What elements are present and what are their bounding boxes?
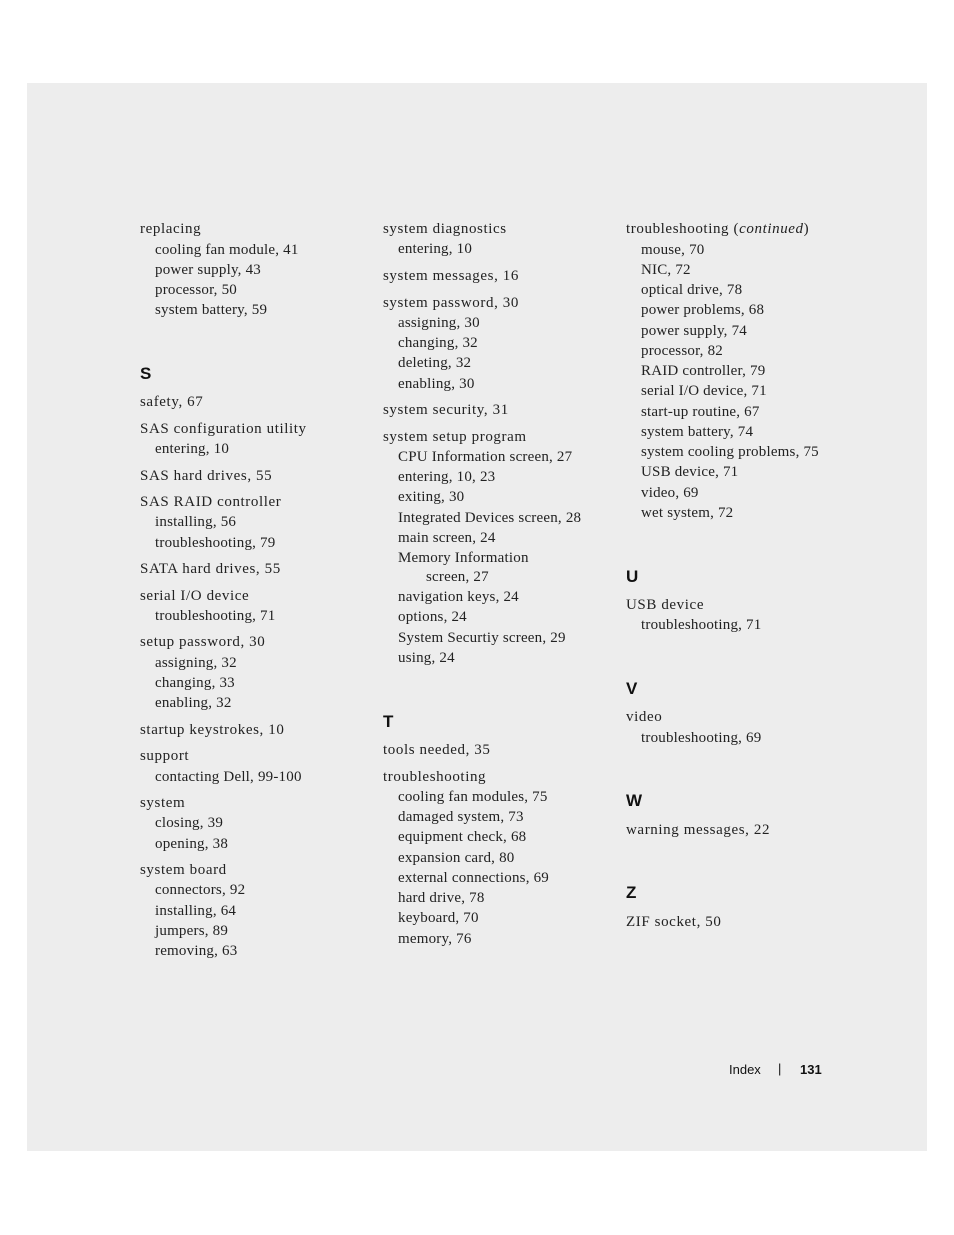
index-subentry: wet system, 72 — [641, 505, 734, 521]
index-subentry: troubleshooting, 71 — [155, 608, 276, 624]
index-entry-serial-io: serial I/O device — [140, 588, 250, 604]
index-subentry: keyboard, 70 — [398, 910, 479, 926]
index-subentry: optical drive, 78 — [641, 282, 743, 298]
index-entry-startup-keystrokes: startup keystrokes, 10 — [140, 722, 285, 738]
section-letter-z: Z — [626, 883, 637, 902]
index-subentry: deleting, 32 — [398, 355, 472, 371]
index-subentry: Memory Information — [398, 550, 529, 566]
index-entry-troubleshooting-continued — [626, 219, 809, 239]
index-entry-usb-device: USB device — [626, 597, 705, 613]
index-subentry: installing, 56 — [155, 514, 237, 530]
entry-text-close: ) — [803, 221, 810, 237]
footer-section-label: Index — [729, 1062, 761, 1077]
index-subentry: entering, 10 — [398, 241, 473, 257]
index-subentry: expansion card, 80 — [398, 850, 515, 866]
index-subentry: power problems, 68 — [641, 302, 765, 318]
index-subentry: removing, 63 — [155, 943, 238, 959]
index-entry-system-messages: system messages, 16 — [383, 268, 519, 284]
index-subentry: entering, 10, 23 — [398, 469, 496, 485]
index-subentry: navigation keys, 24 — [398, 589, 519, 605]
index-subentry: NIC, 72 — [641, 262, 691, 278]
index-subentry: contacting Dell, 99-100 — [155, 769, 302, 785]
index-subentry: equipment check, 68 — [398, 829, 527, 845]
index-subentry: CPU Information screen, 27 — [398, 449, 573, 465]
index-subentry: options, 24 — [398, 609, 467, 625]
index-entry-troubleshooting: troubleshooting — [383, 769, 487, 785]
index-subentry: hard drive, 78 — [398, 890, 485, 906]
index-subentry: start-up routine, 67 — [641, 404, 760, 420]
index-subentry: changing, 32 — [398, 335, 478, 351]
index-entry-zif-socket: ZIF socket, 50 — [626, 914, 722, 930]
footer-separator: | — [778, 1061, 782, 1076]
index-entry-setup-password: setup password, 30 — [140, 634, 266, 650]
index-entry-system-password: system password, 30 — [383, 295, 519, 311]
index-subentry: jumpers, 89 — [155, 923, 229, 939]
index-subentry: entering, 10 — [155, 441, 230, 457]
index-entry-system: system — [140, 795, 186, 811]
index-subentry: installing, 64 — [155, 903, 237, 919]
index-subentry: troubleshooting, 71 — [641, 617, 762, 633]
section-letter-u: U — [626, 567, 639, 586]
index-subentry: System Securtiy screen, 29 — [398, 630, 566, 646]
index-subentry: system battery, 59 — [155, 302, 268, 318]
index-subentry: cooling fan module, 41 — [155, 242, 299, 258]
section-letter-t: T — [383, 712, 394, 731]
index-subentry-continuation: screen, 27 — [426, 569, 489, 585]
entry-text: troubleshooting ( — [626, 221, 740, 237]
index-subentry: RAID controller, 79 — [641, 363, 766, 379]
index-subentry: power supply, 74 — [641, 323, 747, 339]
index-subentry: troubleshooting, 69 — [641, 730, 762, 746]
index-entry-system-diagnostics: system diagnostics — [383, 221, 507, 237]
index-subentry: assigning, 32 — [155, 655, 237, 671]
index-entry-replacing: replacing — [140, 221, 202, 237]
index-entry-system-board: system board — [140, 862, 227, 878]
index-subentry: system cooling problems, 75 — [641, 444, 819, 460]
section-letter-w: W — [626, 791, 643, 810]
index-entry-sas-raid: SAS RAID controller — [140, 494, 282, 510]
page-number: 131 — [800, 1062, 822, 1077]
index-entry-safety: safety, 67 — [140, 394, 204, 410]
index-subentry: mouse, 70 — [641, 242, 705, 258]
index-subentry: enabling, 30 — [398, 376, 475, 392]
section-letter-v: V — [626, 679, 638, 698]
index-subentry: enabling, 32 — [155, 695, 232, 711]
index-subentry: troubleshooting, 79 — [155, 535, 276, 551]
index-entry-sas-config: SAS configuration utility — [140, 421, 307, 437]
index-entry-sas-hard-drives: SAS hard drives, 55 — [140, 468, 273, 484]
index-entry-sata: SATA hard drives, 55 — [140, 561, 281, 577]
index-subentry: processor, 82 — [641, 343, 723, 359]
index-subentry: serial I/O device, 71 — [641, 383, 767, 399]
index-entry-tools-needed: tools needed, 35 — [383, 742, 491, 758]
index-entry-system-security: system security, 31 — [383, 402, 509, 418]
index-subentry: assigning, 30 — [398, 315, 480, 331]
index-subentry: processor, 50 — [155, 282, 237, 298]
index-entry-support: support — [140, 748, 190, 764]
index-subentry: USB device, 71 — [641, 464, 739, 480]
index-subentry: Integrated Devices screen, 28 — [398, 510, 582, 526]
index-entry-system-setup: system setup program — [383, 429, 527, 445]
index-subentry: main screen, 24 — [398, 530, 496, 546]
index-subentry: system battery, 74 — [641, 424, 754, 440]
index-subentry: connectors, 92 — [155, 882, 246, 898]
section-letter-s: S — [140, 364, 152, 383]
index-subentry: damaged system, 73 — [398, 809, 524, 825]
index-subentry: changing, 33 — [155, 675, 235, 691]
index-subentry: opening, 38 — [155, 836, 229, 852]
index-subentry: exiting, 30 — [398, 489, 465, 505]
index-subentry: using, 24 — [398, 650, 455, 666]
index-subentry: cooling fan modules, 75 — [398, 789, 548, 805]
index-entry-warning-messages: warning messages, 22 — [626, 822, 771, 838]
continued-label: continued — [739, 221, 804, 237]
index-subentry: memory, 76 — [398, 931, 472, 947]
index-subentry: external connections, 69 — [398, 870, 549, 886]
index-entry-video: video — [626, 709, 663, 725]
index-subentry: video, 69 — [641, 485, 699, 501]
index-subentry: closing, 39 — [155, 815, 224, 831]
index-subentry: power supply, 43 — [155, 262, 261, 278]
